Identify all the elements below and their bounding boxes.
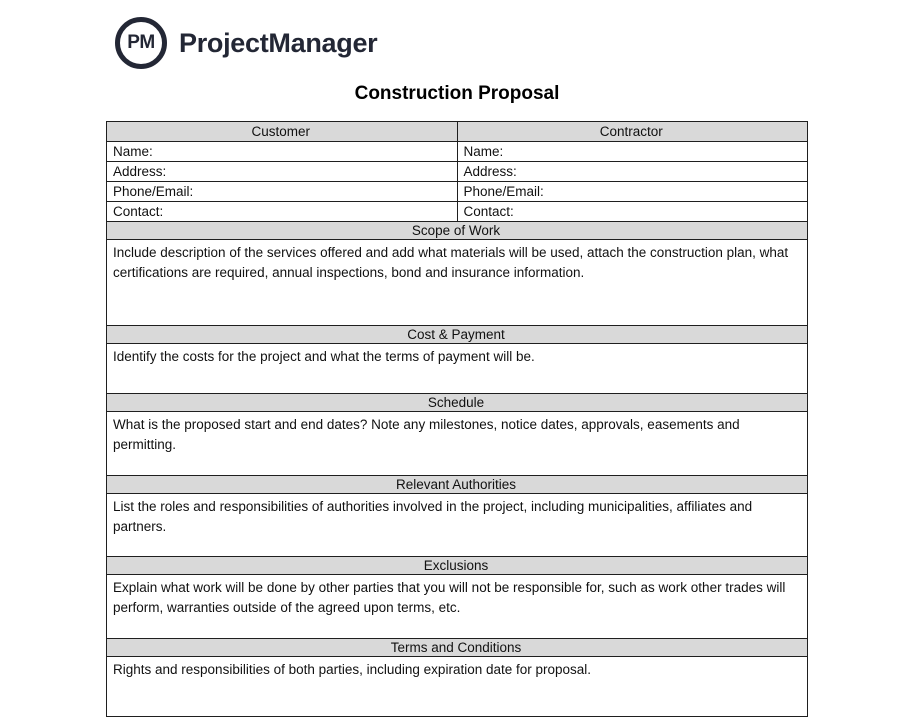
table-row [107, 162, 808, 182]
section-header-row [107, 222, 808, 240]
section-header-row [107, 557, 808, 575]
section-header-row [107, 639, 808, 657]
customer-phone-email-field[interactable]: Phone/Email: [107, 182, 458, 202]
section-header-relevant-authorities: Relevant Authorities [107, 476, 808, 494]
table-row [107, 142, 808, 162]
section-body-row [107, 412, 808, 476]
section-body-row [107, 494, 808, 557]
section-header-row [107, 326, 808, 344]
column-header-contractor: Contractor [457, 122, 808, 142]
section-body-row [107, 344, 808, 394]
contractor-name-field[interactable]: Name: [457, 142, 808, 162]
pm-monogram-icon [115, 17, 167, 69]
section-body-row [107, 240, 808, 326]
section-body-schedule[interactable]: What is the proposed start and end dates? Note any milestones, notice dates, approvals, easements and permitting. [107, 412, 808, 476]
pm-monogram-text: PM [127, 32, 155, 53]
section-header-exclusions: Exclusions [107, 557, 808, 575]
customer-contact-field[interactable]: Contact: [107, 202, 458, 222]
contractor-address-field[interactable]: Address: [457, 162, 808, 182]
contractor-contact-field[interactable]: Contact: [457, 202, 808, 222]
section-body-scope-of-work[interactable]: Include description of the services offered and add what materials will be used, attach the construction plan, what certifications are required, annual inspections, bond and insurance information. [107, 240, 808, 326]
section-header-scope-of-work: Scope of Work [107, 222, 808, 240]
contractor-phone-email-field[interactable]: Phone/Email: [457, 182, 808, 202]
section-header-cost-payment: Cost & Payment [107, 326, 808, 344]
table-row [107, 182, 808, 202]
column-header-customer: Customer [107, 122, 458, 142]
proposal-table [106, 121, 808, 717]
section-body-cost-payment[interactable]: Identify the costs for the project and what the terms of payment will be. [107, 344, 808, 394]
section-body-terms-conditions[interactable]: Rights and responsibilities of both parties, including expiration date for proposal. [107, 657, 808, 717]
table-row [107, 202, 808, 222]
section-body-row [107, 575, 808, 639]
section-header-row [107, 476, 808, 494]
section-header-schedule: Schedule [107, 394, 808, 412]
section-header-row [107, 394, 808, 412]
section-body-relevant-authorities[interactable]: List the roles and responsibilities of authorities involved in the project, including municipalities, affiliates and partners. [107, 494, 808, 557]
brand-name: ProjectManager [179, 27, 378, 58]
customer-address-field[interactable]: Address: [107, 162, 458, 182]
section-header-terms-conditions: Terms and Conditions [107, 639, 808, 657]
section-body-exclusions[interactable]: Explain what work will be done by other parties that you will not be responsible for, such as work other trades will perform, warranties outside of the agreed upon terms, etc. [107, 575, 808, 639]
customer-name-field[interactable]: Name: [107, 142, 458, 162]
brand-header [115, 17, 377, 69]
section-body-row [107, 657, 808, 717]
parties-header-row [107, 122, 808, 142]
page-title: Construction Proposal [354, 83, 560, 104]
